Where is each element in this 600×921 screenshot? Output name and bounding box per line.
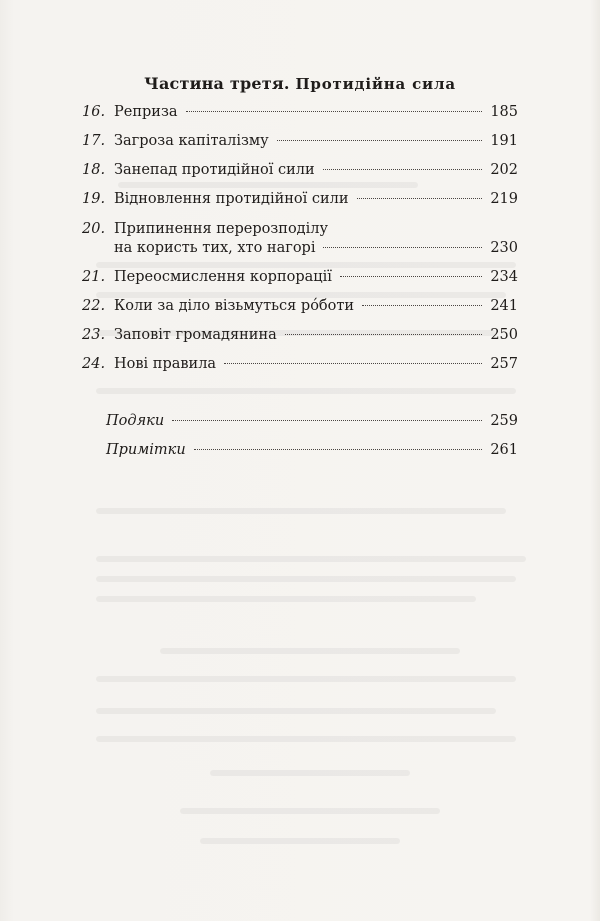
dot-leader — [362, 304, 482, 306]
dot-leader — [194, 448, 483, 450]
page-number: 191 — [490, 133, 518, 149]
part-heading-name: Протидійна сила — [295, 75, 456, 93]
dot-leader — [172, 419, 482, 421]
chapter-number: 18. — [82, 162, 106, 178]
chapter-number: 19. — [82, 191, 106, 207]
page-number: 219 — [490, 191, 518, 207]
chapter-title: Загроза капіталізму — [114, 133, 269, 149]
dot-leader — [357, 197, 483, 199]
chapter-number: 16. — [82, 104, 106, 120]
dot-leader — [277, 139, 483, 141]
backmatter-title: Примітки — [106, 442, 186, 458]
chapter-title: Реприза — [114, 104, 178, 120]
chapter-number: 24. — [82, 356, 106, 372]
page-number: 241 — [490, 298, 518, 314]
part-heading-lead: Частина третя. — [144, 74, 290, 93]
dot-leader — [340, 275, 482, 277]
chapter-number: 17. — [82, 133, 106, 149]
chapter-title: Припинення перерозподілу — [114, 221, 328, 237]
chapter-number: 23. — [82, 327, 106, 343]
dot-leader — [323, 246, 482, 248]
page-number: 259 — [490, 413, 518, 429]
dot-leader — [323, 168, 483, 170]
backmatter-title: Подяки — [106, 413, 165, 429]
chapter-title: Відновлення протидійної сили — [114, 191, 349, 207]
chapter-title: Заповіт громадянина — [114, 327, 277, 343]
chapter-title: Коли за діло візьмуться рóботи — [114, 298, 355, 314]
chapter-title: Занепад протидійної сили — [114, 162, 315, 178]
dot-leader — [224, 362, 482, 364]
chapter-title: Переосмислення корпорації — [114, 269, 332, 285]
chapter-number: 22. — [82, 298, 106, 314]
chapter-number: 20. — [82, 221, 106, 237]
page-number: 185 — [490, 104, 518, 120]
chapter-number: 21. — [82, 269, 106, 285]
page-number: 234 — [490, 269, 518, 285]
page-number: 261 — [490, 442, 518, 458]
page-number: 230 — [490, 240, 518, 256]
page-number: 250 — [490, 327, 518, 343]
chapter-title-continued: на користь тих, хто нагорі — [114, 240, 316, 256]
dot-leader — [186, 110, 483, 112]
part-heading — [0, 74, 600, 93]
page-number: 202 — [490, 162, 518, 178]
chapter-title: Нові правила — [114, 356, 217, 372]
dot-leader — [285, 333, 483, 335]
page-number: 257 — [490, 356, 518, 372]
